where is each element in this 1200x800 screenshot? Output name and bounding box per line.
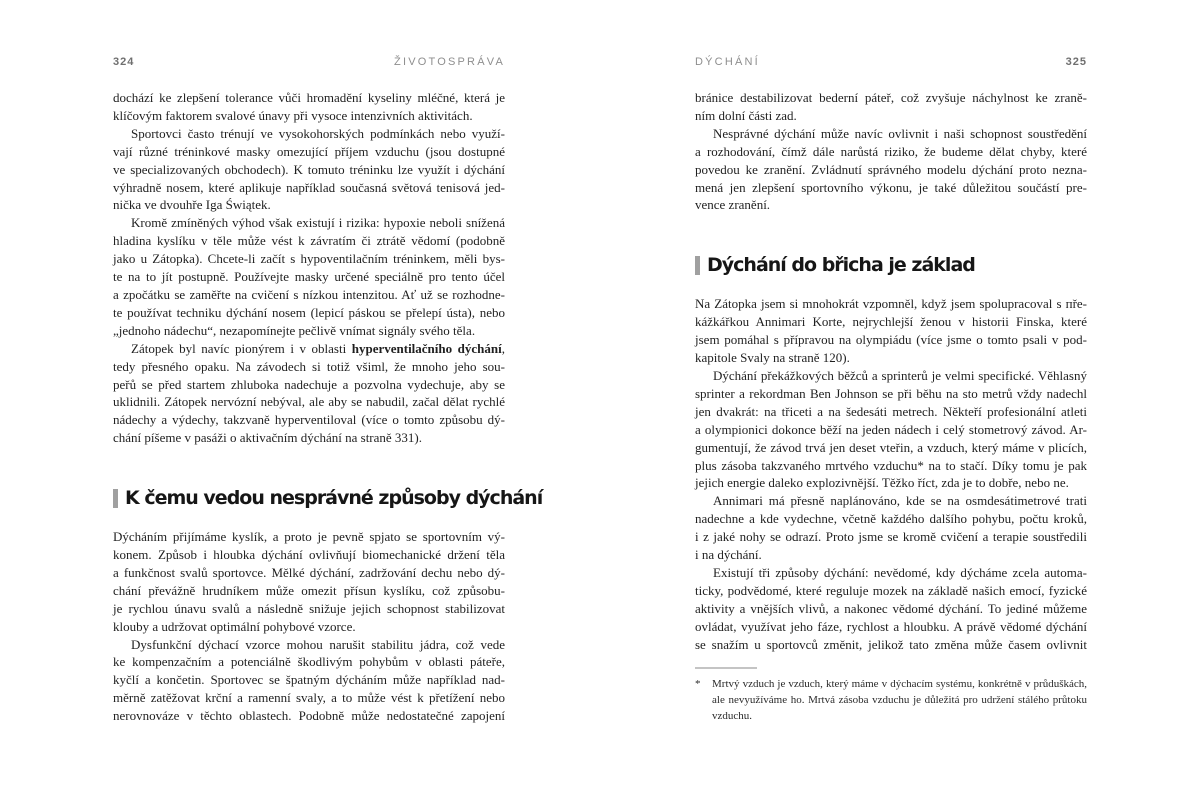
- text-line: vají různé tréninkové masky omezující příjem vzduchu (jsou dostupné: [113, 143, 505, 159]
- text-line: kážkářkou Annimari Korte, nejrychlejší ženou v historii Finska, které: [695, 314, 1087, 330]
- text-line: bránice destabilizovat bederní páteř, což zvyšuje náchylnost ke zraně-: [695, 90, 1087, 105]
- footnote-body: [695, 676, 1087, 725]
- text-line: a funkčnost svalů sportovce. Mělké dýchání, zadržování dechu nebo dý-: [113, 564, 505, 580]
- heading-marker-bar-icon: [695, 256, 700, 275]
- text-line: jen dvakrát: na třiceti a na šedesáti metrech. Někteří profesionální atleti: [695, 403, 1087, 419]
- text-line: hladina kyslíku v těle může vést k závratím či ztrátě vědomí (podobně: [113, 233, 505, 249]
- text-line: mená jen zlepšení sportovního výkonu, je také důležitou součástí pre-: [695, 179, 1087, 195]
- footnote-marker: *: [695, 678, 701, 690]
- text-line: jejich energie daleko explozivnější. Těžko říct, zda je to dobře, nebo ne.: [695, 475, 1069, 491]
- text-line: Dýchání překážkových běžců a sprinterů je velmi specifické. Věhlasný: [713, 367, 1087, 383]
- text-line: jsem pomáhal s přípravou na olympiádu (více jsme o tomto psali v pod-: [695, 332, 1087, 348]
- left-text-column: [113, 89, 543, 725]
- text-line: měrně zatěžovat krční a ramenní svaly, a to může vést k přetížení nebo: [113, 690, 505, 706]
- text-line: kyčlí a končetin. Sportovec se špatným dýcháním může například nad-: [113, 672, 505, 688]
- right-page-number: 325: [1065, 56, 1087, 68]
- text-line: klíčovým faktorem svalové únavy při vysoce intenzivních aktivitách.: [113, 107, 473, 123]
- text-line: a olympionici dokonce běží na jeden nádech i celý stometrový závod. Ar-: [695, 421, 1087, 437]
- text-line: ovládat, využívat jeho fáze, rychlost a hloubku. A právě vědomé dýchání: [695, 618, 1087, 634]
- text-line: Zátopek byl navíc pionýrem i v oblasti hyperventilačního dýchání,: [131, 340, 505, 356]
- text-line: i na dýchání.: [695, 547, 762, 563]
- footnote: [695, 667, 1087, 725]
- text-line: je rychlou únavu svalů a následně snižuje jejich schopnost stabilizovat: [113, 600, 505, 616]
- text-line: tedy přesného opaku. Na závodech si totiž všiml, že mnoho jeho sou-: [113, 358, 505, 374]
- text-line: uklidnili. Zátopek nervózní nebýval, ale aby se nabudil, začal dělat rychlé: [113, 394, 505, 410]
- text-line: kapitole Svaly na straně 120).: [695, 350, 850, 366]
- text-line: ve specializovaných obchodech). K tomuto tréninku lze využít i dýchání: [113, 161, 505, 177]
- section-heading-text: K čemu vedou nesprávné způsoby dýchání: [125, 487, 543, 510]
- text-line: Sportovci často trénují ve vysokohorských podmínkách nebo využí-: [131, 125, 505, 141]
- left-running-head: ŽIVOTOSPRÁVA: [394, 56, 505, 68]
- section-heading: [695, 252, 1087, 278]
- text-line: Dýcháním přijímáme kyslík, a proto je pevně spjato se sportovním vý-: [113, 529, 505, 545]
- text-line: dochází ke zlepšení tolerance vůči hromadění kyseliny mléčné, která je: [113, 90, 505, 105]
- text-line: plus zásoba takzvaného mrtvého vzduchu* na to stačí. Díky tomu je pak: [695, 457, 1087, 473]
- text-line: nádechy a výdechy, takzvaně hyperventiloval (více o tomto způsobu dý-: [113, 412, 505, 428]
- text-line: Annimari má přesně naplánováno, kde se na osmdesátimetrové trati: [713, 493, 1087, 509]
- text-line: ticky, podvědomé, které reguluje mozek na základě našich emocí, fyzické: [695, 582, 1087, 598]
- text-line: Nesprávné dýchání může navíc ovlivnit i naši schopnost soustředění: [713, 125, 1087, 141]
- text-line: se snažím u sportovců změnit, jelikož tato změna může časem ovlivnit: [695, 636, 1087, 652]
- section-heading-text: Dýchání do břicha je základ: [707, 254, 975, 277]
- text-line: nička ve dvouhře Iga Świątek.: [113, 197, 271, 213]
- text-line: výhradně nosem, které aplikuje například současná světová tenisová jed-: [113, 179, 505, 195]
- text-line: Dysfunkční dýchací vzorce mohou narušit stabilitu jádra, což vede: [131, 636, 505, 652]
- section-heading: [113, 485, 543, 511]
- text-line: klouby a udržovat optimální pohybové vzorce.: [113, 618, 356, 634]
- footnote-line: ale nevyužíváme ho. Mrtvá zásoba vzduchu je důležitá pro udržení stálého průtoku: [712, 694, 1087, 707]
- footnote-line: vzduchu.: [712, 710, 753, 723]
- footnote-line: Mrtvý vzduch je vzduch, který máme v dýchacím systému, konkrétně v průduškách,: [712, 678, 1087, 690]
- text-line: te používat techniku dýchání nosem (lepicí páskou se přelepí ústa), nebo: [113, 304, 505, 320]
- text-line: Existují tři způsoby dýchání: nevědomé, kdy dýcháme zcela automa-: [713, 564, 1087, 580]
- text-line: ním dolní části zad.: [695, 107, 797, 123]
- text-line: ke kompenzačním a potenciálně škodlivým pohybům v oblasti páteře,: [113, 654, 505, 670]
- text-line: povedou ke zranění. Zvládnutí správného modelu dýchání proto nezna-: [695, 161, 1087, 177]
- text-line: sprinter a rekordman Ben Johnson se při běhu na sto metrů vždy nadechl: [695, 385, 1087, 401]
- text-line: „jednoho nádechu“, nezapomínejte pečlivě vnímat signály svého těla.: [113, 322, 476, 338]
- text-line: peřů se před startem zhluboka nadechuje a pozvolna vydechuje, aby se: [113, 376, 505, 392]
- text-line: konem. Způsob i hloubka dýchání ovlivňují biomechanické držení těla: [113, 547, 505, 563]
- footnote-rule: [695, 667, 757, 669]
- text-line: aktivity a vnějších vlivů, a nakonec vědomé dýchání. To jediné můžeme: [695, 600, 1087, 616]
- text-line: chání píšeme v pasáži o aktivačním dýchání na straně 331).: [113, 430, 423, 446]
- heading-marker-bar-icon: [113, 489, 118, 508]
- left-page-number: 324: [113, 56, 135, 68]
- right-text-column: [695, 89, 1087, 653]
- right-running-head: DÝCHÁNÍ: [695, 56, 760, 68]
- text-line: i z jaké nohy se odrazí. Proto jsme se kromě cvičení a terapie soustředili: [695, 529, 1087, 545]
- text-line: Kromě zmíněných výhod však existují i rizika: hypoxie neboli snížená: [131, 215, 505, 231]
- text-line: Na Zátopka jsem si mnohokrát vzpomněl, když jsem spolupracoval s пře-: [695, 296, 1087, 312]
- text-line: te na to jít postupně. Používejte masky určené speciálně pro tento účel: [113, 269, 505, 285]
- text-line: gumentují, že závod trvá jen deset vteřin, a vzduch, který máme v plicích,: [695, 439, 1087, 455]
- text-line: chání převážně hrudníkem může omezit přísun kyslíku, což způsobu-: [113, 582, 505, 598]
- text-line: nadechne a kde vydechne, včetně každého dalšího pohybu, počtu kroků,: [695, 511, 1087, 527]
- text-line: vence zranění.: [695, 197, 771, 213]
- left-page-header: [113, 56, 505, 68]
- text-line: a rozhodování, čímž dále narůstá riziko, že budeme dělat chyby, které: [695, 143, 1087, 159]
- right-page-header: [695, 56, 1087, 68]
- text-line: jako u Zátopka). Chcete-li začít s hypoventilačním tréninkem, měli bys-: [113, 251, 505, 267]
- text-line: a zpočátku se zaměřte na cvičení s nízkou intenzitou. Ať už se rozhodne-: [113, 286, 505, 302]
- text-line: nerovnováze v těchto oblastech. Podobně může nedostatečné zapojení: [113, 708, 505, 724]
